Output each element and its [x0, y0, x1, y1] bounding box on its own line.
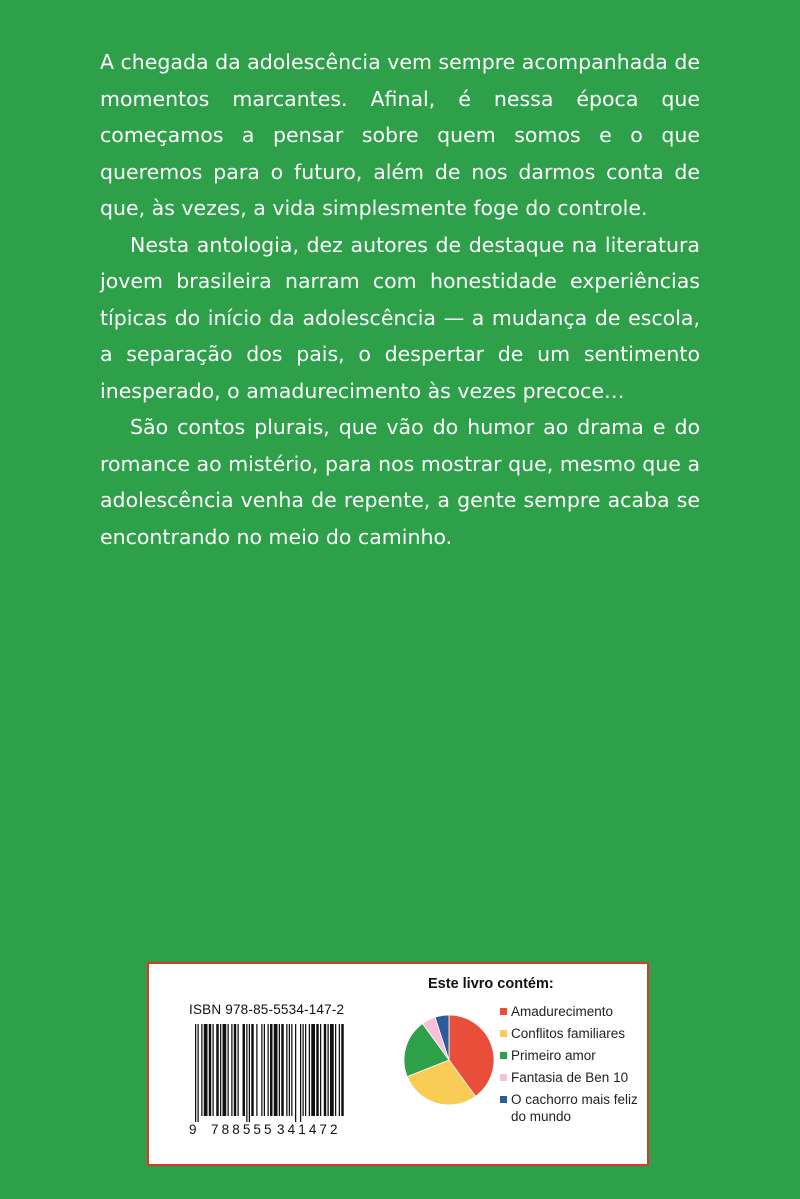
barcode-digits — [189, 1122, 351, 1137]
legend-swatch-2 — [500, 1030, 507, 1037]
barcode-bar — [204, 1024, 208, 1116]
legend-label-3: Primeiro amor — [511, 1048, 596, 1063]
chart-legend — [500, 1004, 650, 1131]
barcode-bar — [220, 1024, 221, 1116]
barcode-bar — [268, 1024, 269, 1116]
barcode-bar — [291, 1024, 292, 1116]
barcode-bar — [213, 1024, 214, 1116]
barcode-bar — [324, 1024, 327, 1116]
barcode-bar — [201, 1024, 202, 1116]
legend-swatch-4 — [500, 1074, 507, 1081]
barcode-bar — [274, 1024, 278, 1116]
barcode-bar — [223, 1024, 227, 1116]
legend-item-2 — [500, 1026, 650, 1043]
legend-item-3 — [500, 1048, 650, 1065]
legend-item-5 — [500, 1092, 650, 1125]
barcode-bar — [289, 1024, 290, 1116]
barcode-bar — [251, 1024, 254, 1116]
legend-label-2: Conflitos familiares — [511, 1026, 626, 1041]
barcode-bar — [234, 1024, 237, 1116]
barcode-bar — [341, 1024, 344, 1116]
barcode-block — [189, 1002, 351, 1137]
barcode-bar — [335, 1024, 336, 1116]
legend-label-5: O cachorro mais feliz do mundo — [511, 1092, 638, 1124]
barcode-bar — [300, 1024, 301, 1122]
barcode-bar — [243, 1024, 246, 1116]
barcode-digits-right: 341472 — [277, 1122, 341, 1137]
blurb-paragraph-2: Nesta antologia, dez autores de destaque na literatura jovem brasileira narram com honestidade experiências típicas do início da adolescência — a mudança de escola, a separação dos pais, o despertar de um sentimento inesperado, o amadurecimento às vezes precoce… — [100, 232, 700, 403]
legend-item-1 — [500, 1004, 650, 1021]
barcode-bar — [320, 1024, 321, 1116]
barcode-bar — [198, 1024, 199, 1122]
barcode-info-box — [147, 962, 649, 1166]
barcode-bar — [316, 1024, 319, 1116]
blurb-paragraph-1: A chegada da adolescência vem sempre acompanhada de momentos marcantes. Afinal, é nessa época que começamos a pensar sobre quem somos e o que queremos para o futuro, além de nos darmos conta de que, às vezes, a vida simplesmente foge do controle. — [100, 50, 700, 220]
barcode-bar — [195, 1024, 196, 1122]
barcode-bar — [256, 1024, 257, 1116]
barcode-bar — [305, 1024, 306, 1116]
barcode-bars — [195, 1024, 345, 1122]
content-pie-chart — [403, 1014, 495, 1106]
barcode-digits-left: 788555 — [211, 1122, 275, 1137]
barcode-bar — [228, 1024, 229, 1116]
barcode-bar — [311, 1024, 315, 1116]
barcode-bar — [264, 1024, 265, 1116]
barcode-bar — [295, 1024, 296, 1122]
barcode-bar — [279, 1024, 280, 1116]
barcode-bar — [286, 1024, 287, 1116]
barcode-bar — [303, 1024, 304, 1116]
barcode-bar — [261, 1024, 262, 1116]
legend-swatch-1 — [500, 1008, 507, 1015]
legend-item-4 — [500, 1070, 650, 1087]
legend-swatch-3 — [500, 1052, 507, 1059]
barcode-bar — [270, 1024, 273, 1116]
barcode-bar — [309, 1024, 310, 1116]
barcode-bar — [216, 1024, 219, 1116]
blurb-paragraph-3: São contos plurais, que vão do humor ao drama e do romance ao mistério, para nos mostrar que, mesmo que a adolescência venha de repente, a gente sempre acaba se encontrando no meio do caminho. — [100, 415, 700, 549]
legend-label-4: Fantasia de Ben 10 — [511, 1070, 629, 1085]
barcode-bar — [209, 1024, 212, 1116]
barcode-bar — [339, 1024, 340, 1116]
barcode-bar — [328, 1024, 329, 1116]
barcode-bar — [238, 1024, 239, 1116]
barcode-bar — [231, 1024, 232, 1116]
back-cover-blurb — [100, 44, 700, 555]
legend-swatch-5 — [500, 1096, 507, 1103]
isbn-label: ISBN 978-85-5534-147-2 — [189, 1002, 345, 1017]
chart-title: Este livro contém: — [428, 976, 554, 992]
barcode-bar — [281, 1024, 284, 1116]
barcode-digit-first: 9 — [189, 1122, 197, 1137]
barcode-bar — [330, 1024, 334, 1116]
barcode-bar — [246, 1024, 247, 1122]
legend-label-1: Amadurecimento — [511, 1004, 614, 1019]
barcode-bar — [249, 1024, 250, 1122]
